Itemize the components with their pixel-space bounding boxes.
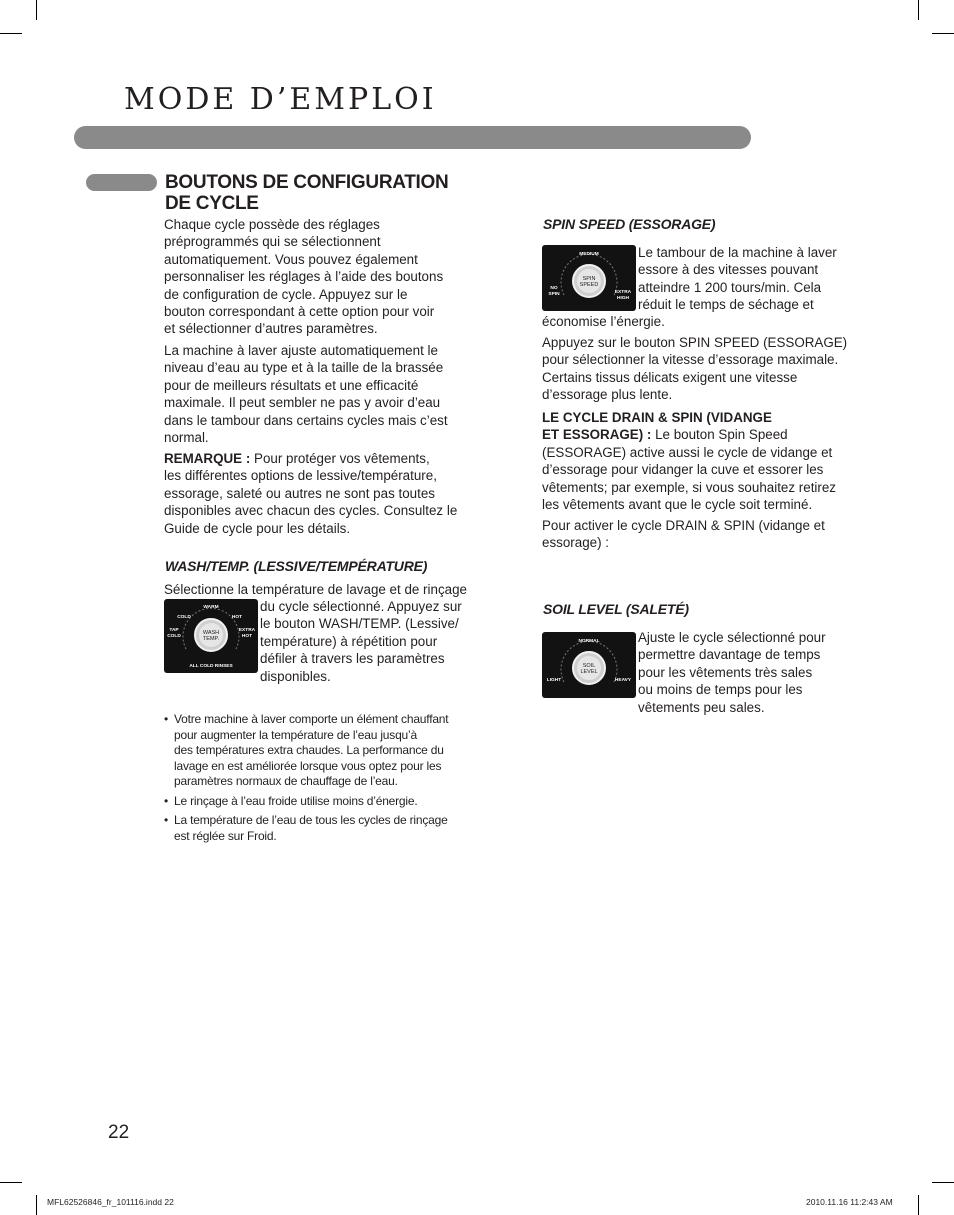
dial-label: SPIN: [548, 292, 560, 297]
header-bar: [74, 126, 751, 149]
crop-mark: [932, 33, 954, 34]
crop-mark: [918, 0, 919, 20]
dial-label: ALL COLD RINSES: [189, 664, 233, 669]
wash-temp-heading: WASH/TEMP. (LESSIVE/TEMPÉRATURE): [165, 558, 428, 574]
dial-label: HIGH: [617, 296, 629, 301]
soil-level-heading: SOIL LEVEL (SALETÉ): [543, 601, 689, 617]
drain-spin-activate: Pour activer le cycle DRAIN & SPIN (vidange et essorage) :: [542, 518, 825, 551]
dial-label: NORMAL: [578, 639, 600, 644]
print-timestamp: 2010.11.16 11:2:43 AM: [806, 1197, 893, 1207]
dial-center-label: SOIL: [582, 663, 596, 669]
dial-label: NO: [550, 286, 558, 291]
crop-mark: [932, 1182, 954, 1183]
spin-speed-text: économise l’énergie.: [542, 314, 665, 329]
wash-temp-dial-icon: [164, 599, 258, 673]
remark-label: REMARQUE :: [164, 451, 251, 466]
wash-temp-text: Sélectionne la température de lavage et de rinçage: [164, 582, 467, 597]
dial-label: HEAVY: [614, 678, 632, 683]
section-heading-line: BOUTONS DE CONFIGURATION: [165, 172, 449, 193]
dial-label: COLD: [167, 634, 181, 639]
remark-paragraph: REMARQUE : Pour protéger vos vêtements, les différentes options de lessive/température, essorage, saleté ou autres ne sont pas toutes disponibles avec chacun des cycles. Consultez le Guide de cycle pour les détails.: [164, 451, 458, 536]
list-item: • La température de l’eau de tous les cycles de rinçage est réglée sur Froid.: [164, 813, 494, 844]
spin-speed-description: Le tambour de la machine à laver essore à des vitesses pouvant atteindre 1 200 tours/min. Cela réduit le temps de séchage et: [638, 245, 837, 313]
file-info: MFL62526846_fr_101116.indd 22: [47, 1197, 174, 1207]
intro-paragraph: Chaque cycle possède des réglages préprogrammés qui se sélectionnent automatiquement. Vous pouvez également personnaliser les réglages à l’aide des boutons de configuration de cycle. Appuyez sur le bouton correspondant à cette option pour voir et sélectionner d’autres paramètres.: [164, 217, 444, 337]
spin-speed-instructions: Appuyez sur le bouton SPIN SPEED (ESSORAGE) pour sélectionner la vitesse d’essorage maximale. Certains tissus délicats exigent une vitesse d’essorage plus lente.: [542, 335, 848, 403]
dial-center-label: WASH: [202, 630, 220, 636]
page-number: 22: [108, 1122, 130, 1143]
dial-label: TAP: [169, 628, 179, 633]
crop-mark: [36, 1195, 37, 1215]
dial-center-label: SPEED: [579, 282, 599, 288]
crop-mark: [0, 1182, 22, 1183]
spin-speed-dial-icon: [542, 245, 636, 311]
list-item: • Votre machine à laver comporte un élément chauffant pour augmenter la température de l’eau jusqu’à des températures extra chaudes. La performance du lavage en est améliorée lorsque vous optez pour les paramètres normaux de chauffage de l’eau.: [164, 712, 494, 790]
section-marker: [86, 174, 157, 191]
wash-temp-description: du cycle sélectionné. Appuyez sur le bouton WASH/TEMP. (Lessive/ température) à répétition pour défiler à travers les paramètres disponibles.: [260, 599, 462, 684]
dial-center-label: SPIN: [582, 276, 596, 282]
wash-temp-notes: [164, 712, 494, 848]
soil-level-description: Ajuste le cycle sélectionné pour permettre davantage de temps pour les vêtements très sales ou moins de temps pour les vêtements peu sales.: [638, 630, 826, 715]
dial-label: WARM: [203, 605, 219, 610]
section-heading: [165, 172, 495, 214]
dial-label: MEDIUM: [579, 252, 599, 257]
crop-mark: [918, 1195, 919, 1215]
crop-mark: [0, 33, 22, 34]
water-level-paragraph: La machine à laver ajuste automatiquement le niveau d’eau au type et à la taille de la brassée pour de meilleurs résultats et une efficacité maximale. Il peut sembler ne pas y avoir d’eau dans le tambour dans certains cycles mais c’est normal.: [164, 343, 448, 446]
section-heading-line: DE CYCLE: [165, 193, 259, 214]
dial-center-label: LEVEL: [580, 669, 598, 675]
soil-level-dial-icon: [542, 632, 636, 698]
dial-label: COLD: [177, 615, 191, 620]
crop-mark: [36, 0, 37, 20]
dial-label: LIGHT: [546, 678, 562, 683]
dial-label: EXTRA: [238, 628, 256, 633]
spin-speed-heading: SPIN SPEED (ESSORAGE): [543, 216, 716, 232]
dial-center-label: TEMP.: [202, 636, 220, 642]
page-title: MODE D’EMPLOI: [124, 82, 437, 117]
dial-label: HOT: [241, 634, 253, 639]
dial-label: EXTRA: [614, 290, 632, 295]
dial-label: HOT: [231, 615, 243, 620]
drain-spin-paragraph: LE CYCLE DRAIN & SPIN (VIDANGE ET ESSORAGE) : Le bouton Spin Speed (ESSORAGE) active aussi le cycle de vidange et d’essorage pour vidanger la cuve et essorer les vêtements; par exemple, si vous souhaitez retirez les vêtements avant que le cycle soit terminé.: [542, 410, 836, 513]
list-item: • Le rinçage à l’eau froide utilise moins d’énergie.: [164, 794, 494, 810]
